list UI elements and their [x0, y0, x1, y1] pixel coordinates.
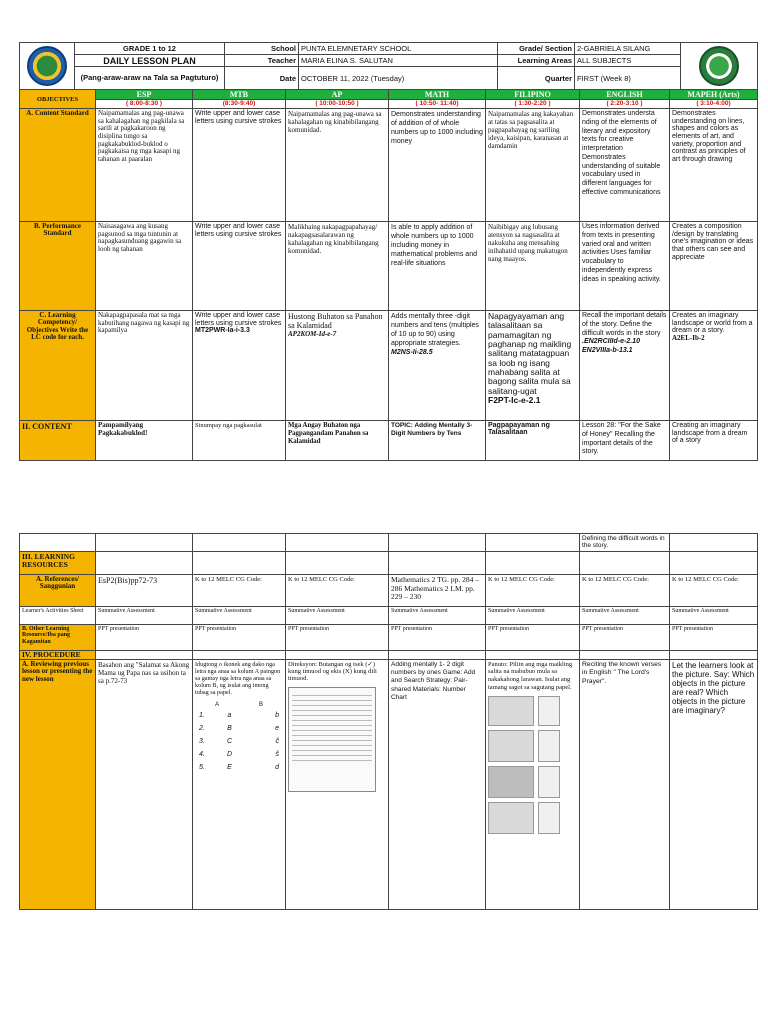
lc-code: A2EL-Ib-2 [672, 334, 705, 343]
worksheet-line [292, 710, 372, 711]
time-ap: ( 10:00-10:50 ) [286, 100, 389, 109]
column-b-letter: b [275, 712, 279, 720]
picture-thumbnail [488, 766, 534, 798]
row-label-learners-activity-sheet: Learner's Activities Sheet [20, 607, 96, 625]
time-english: ( 2:20-3:10 ) [580, 100, 670, 109]
answer-lines [538, 696, 560, 726]
worksheet-line [292, 750, 372, 751]
col-mtb: MTB [193, 90, 286, 100]
col-mapeh: MAPEH (Arts) [670, 90, 758, 100]
column-b-letter: e [275, 725, 279, 733]
cell-c-mtb [193, 311, 286, 421]
teacher-value: MARIA ELINA S. SALUTAN [299, 55, 498, 67]
cell-review-english: Reciting the known verses in English " The Lord's Prayer". [580, 659, 670, 909]
answer-lines [538, 730, 560, 762]
row-label-content: II. CONTENT [20, 421, 96, 461]
time-filipino: ( 1:30-2:20 ) [486, 100, 580, 109]
cell-review-esp: Basahon ang "Salamat sa Akong Mama ug Papa nas sa usihon ta sa p.72-73 [96, 659, 193, 909]
column-a-letter: E [227, 764, 232, 772]
time-esp: ( 8:00-8:30 ) [96, 100, 193, 109]
blank-cell [193, 534, 286, 552]
answer-lines [538, 802, 560, 834]
school-logo-right [681, 43, 758, 90]
worksheet-line [292, 715, 372, 716]
column-a-letter: B [227, 725, 232, 733]
cell-c-ap [286, 311, 389, 421]
page-2 [19, 533, 757, 910]
col-filipino: FILIPINO [486, 90, 580, 100]
review-instruction: Panuto: Piliin ang mga maikling salita na mabubuo mula sa nakakahong larawan. Isulat ang tamang sagot sa sagutang papel. [488, 660, 573, 691]
picture-thumbnail [488, 696, 534, 726]
worksheet-line [292, 745, 372, 746]
cell-c-mapeh [670, 311, 758, 421]
blank-cell [389, 651, 486, 660]
item-number: 4. [199, 751, 205, 759]
worksheet-line [292, 725, 372, 726]
row-label-learning-resources: III. LEARNING RESOURCES [20, 552, 96, 575]
competency-text: Write upper and lower case letters using cursive strokes [195, 312, 282, 327]
cell-english-continued: Defining the difficult words in the story. [580, 534, 670, 552]
cell-a-english: Demonstrates understa nding of the elements of literary and expository texts for creative interpretation Demonstrates understanding of suitable vocabulary used in different languages for effective communications [580, 109, 670, 222]
cell-ref-filipino: K to 12 MELC CG Code: [486, 575, 580, 607]
item-number: 1. [199, 712, 205, 720]
worksheet-line [292, 695, 372, 696]
cell-content-ap: Mga Angay Buhaton nga Pagpangandam Panahon sa Kalamidad [286, 421, 389, 461]
cell-b-math: Is able to apply addition of whole numbers up to 1000 including money in mathematical problems and real-life situations [389, 222, 486, 311]
cell-other-math: PPT presentation [389, 625, 486, 651]
procedure-table [19, 533, 758, 910]
blank-cell [670, 651, 758, 660]
cell-las-mtb: Summative Assessment [193, 607, 286, 625]
cell-las-filipino: Summative Assessment [486, 607, 580, 625]
column-a-letter: C [226, 738, 233, 746]
review-instruction: Direksyon: Butangan og tsek (✓) kung timuod og ekis (X) kung dili timuod. [288, 660, 377, 683]
cell-other-filipino: PPT presentation [486, 625, 580, 651]
worksheet-line [292, 730, 372, 731]
row-label-content-standard: A. Content Standard [20, 109, 96, 222]
picture-set [488, 696, 577, 834]
cell-las-esp: Summative Assessment [96, 607, 193, 625]
column-a-letter: a [227, 712, 232, 720]
cell-content-filipino: Pagpapayaman ng Talasalitaan [486, 421, 580, 461]
teacher-label: Teacher [225, 55, 299, 67]
review-instruction: Idugtong o ikonek ang dako nga letra nga anaa sa kolum A paingon sa gamay nga letra nga anaa sa kolum B, ug isulat ang imong tubag sa papel. [195, 660, 281, 696]
cell-a-filipino: Naipamamalas ang kakayahan at tatas sa pagsasalita at pagpapahayag ng sariling ideya, kaisipan, karanasan at damdamin [486, 109, 580, 222]
cell-content-mapeh: Creating an imaginary landscape from a dream of a story [670, 421, 758, 461]
worksheet-line [292, 740, 372, 741]
cell-c-filipino [486, 311, 580, 421]
cell-content-esp: Pampamilyang Pagkakabuklod! [96, 421, 193, 461]
column-b-letter: d [275, 764, 279, 772]
cell-c-english [580, 311, 670, 421]
cell-las-math: Summative Assessment [389, 607, 486, 625]
blank-cell [580, 552, 670, 575]
lc-code: AP2KOM-Id-e-7 [288, 330, 337, 339]
learning-areas-value: ALL SUBJECTS [575, 55, 681, 67]
cell-c-math [389, 311, 486, 421]
school-label: School [225, 43, 299, 55]
page-1 [19, 42, 757, 461]
item-number: 3. [199, 738, 205, 746]
cell-content-mtb: Sinumpay nga pagkasulat [193, 421, 286, 461]
cell-review-filipino [486, 659, 580, 909]
cell-ref-esp: EsP2(Bis)pp72-73 [96, 575, 193, 607]
date-value: OCTOBER 11, 2022 (Tuesday) [299, 67, 498, 90]
blank-cell [486, 651, 580, 660]
row-label-performance-standard: B. Performance Standard [20, 222, 96, 311]
time-mtb: (8:30-9:40) [193, 100, 286, 109]
cell-a-mapeh: Demonstrates understanding on lines, shapes and colors as elements of art, and variety, proportion and contrast as principles of art through drawing [670, 109, 758, 222]
answer-lines [538, 766, 560, 798]
column-b-letter: č [275, 738, 279, 746]
cell-other-english: PPT presentation [580, 625, 670, 651]
cell-b-ap: Malikhaing nakapagpapahayag/ nakapagsasalarawan ng kahalagahan ng kinabibilangang komunidad. [286, 222, 389, 311]
cell-las-mapeh: Summative Assessment [670, 607, 758, 625]
objectives-table [19, 89, 758, 461]
item-number: 2. [199, 725, 205, 733]
cell-a-esp: Naipamamalas ang pag-unawa sa kahalagahan ng pagkilala sa sarili at pagkakaroon ng disiplina tungo sa pagkakabuklod-buklod o pagkakaisa ng mga kasapi ng tahanan at paaralan [96, 109, 193, 222]
lc-code: F2PT-Ic-e-2.1 [488, 395, 541, 406]
seal-icon [27, 46, 67, 86]
cell-a-ap: Naipamamalas ang pag-unawa sa kahalagahan ng kinabibilangang komunidad. [286, 109, 389, 222]
competency-text: Napagyayaman ang talasalitaan sa pamamagitan ng paghanap ng maikling salitang matatagpuan sa loob ng isang mahabang salita at bagong salita mula sa salitang-ugat [488, 311, 572, 396]
row-label-reviewing: A. Reviewing previous lesson or presenting the new lesson [20, 659, 96, 909]
blank-cell [486, 552, 580, 575]
picture-thumbnail [488, 802, 534, 834]
quarter-label: Quarter [498, 67, 575, 90]
cell-las-ap: Summative Assessment [286, 607, 389, 625]
cell-ref-mapeh: K to 12 MELC CG Code: [670, 575, 758, 607]
column-a-letter: D [226, 751, 233, 759]
grade-range: GRADE 1 to 12 [75, 43, 225, 55]
blank-cell [20, 534, 96, 552]
blank-cell [580, 651, 670, 660]
cell-b-mtb: Write upper and lower case letters using cursive strokes [193, 222, 286, 311]
worksheet-image [288, 687, 376, 792]
cell-a-math: Demonstrates understanding of addition of of whole numbers up to 1000 including money [389, 109, 486, 222]
cell-ref-english: K to 12 MELC CG Code: [580, 575, 670, 607]
cell-review-math: Adding mentally 1- 2 digit numbers by ones Game: Add and Search Strategy: Pair-shared Materials: Number Chart [389, 659, 486, 909]
blank-cell [193, 552, 286, 575]
worksheet-line [292, 755, 372, 756]
picture-thumbnail [488, 730, 534, 762]
seal-icon [699, 46, 739, 86]
grade-section-value: 2-GABRIELA SILANG [575, 43, 681, 55]
cell-content-math: TOPIC: Adding Mentally 3-Digit Numbers by Tens [389, 421, 486, 461]
blank-cell [96, 552, 193, 575]
blank-cell [389, 534, 486, 552]
cell-a-mtb: Write upper and lower case letters using cursive strokes [193, 109, 286, 222]
cell-review-ap [286, 659, 389, 909]
cell-other-mtb: PPT presentation [193, 625, 286, 651]
column-a-heading: A [214, 702, 219, 709]
match-list [195, 708, 283, 771]
cell-other-mapeh: PPT presentation [670, 625, 758, 651]
blank-cell [193, 651, 286, 660]
lc-code: .EN2RCIIId-e-2.10 EN2VIIIa-b-13.1 [582, 338, 640, 354]
school-logo-left [20, 43, 75, 90]
cell-c-esp: Nakapagpapasala mat sa mga kabutihang nagawa ng kasapi ng kapamilya [96, 311, 193, 421]
date-label: Date [225, 67, 299, 90]
time-math: ( 10:50- 11:40) [389, 100, 486, 109]
cell-ref-ap: K to 12 MELC CG Code: [286, 575, 389, 607]
time-mapeh: ( 3:10-4:00) [670, 100, 758, 109]
blank-cell [389, 552, 486, 575]
objectives-header: OBJECTIVES [20, 90, 96, 109]
col-esp: ESP [96, 90, 193, 100]
cell-content-english: Lesson 28: "For the Sake of Honey" Recalling the important details of the story. [580, 421, 670, 461]
row-label-procedure: IV. PROCEDURE [20, 651, 96, 660]
competency-text: Hustong Buhaton sa Panahon sa Kalamidad [288, 312, 383, 331]
blank-cell [486, 534, 580, 552]
blank-cell [286, 651, 389, 660]
col-english: ENGLISH [580, 90, 670, 100]
worksheet-line [292, 700, 372, 701]
row-label-other-resources: B. Other Learning Resource/Iba pang Kagamitan [20, 625, 96, 651]
blank-cell [96, 534, 193, 552]
cell-b-esp: Naisasagawa ang kusang pagsunod sa mga tuntunin at napagkasunduang gagawin sa loob ng tahanan [96, 222, 193, 311]
competency-text: Adds mentally three -digit numbers and tens (multiples of 10 up to 90) using appropriate strategies. [391, 313, 479, 348]
row-label-learning-competency: C. Learning Competency/ Objectives Write the LC code for each. [20, 311, 96, 421]
blank-cell [286, 552, 389, 575]
col-ap: AP [286, 90, 389, 100]
column-b-letter: š [275, 751, 279, 759]
worksheet-line [292, 705, 372, 706]
grade-section-label: Grade/ Section [498, 43, 575, 55]
cell-review-mtb [193, 659, 286, 909]
learning-areas-label: Learning Areas [498, 55, 575, 67]
doc-subtitle: (Pang-araw-araw na Tala sa Pagtuturo) [75, 67, 225, 90]
cell-b-mapeh: Creates a composition /design by translating one's imagination or ideas that others can see and appreciate [670, 222, 758, 311]
doc-title: DAILY LESSON PLAN [75, 55, 225, 67]
cell-las-english: Summative Assessment [580, 607, 670, 625]
lc-code: M2NS-Ii-28.5 [391, 349, 433, 357]
cell-b-filipino: Naibibigay ang lubusang atensyon sa nagsasalita at nakukuha ang mensahing inihahatid upang makatugon nang maayos. [486, 222, 580, 311]
blank-cell [96, 651, 193, 660]
worksheet-line [292, 720, 372, 721]
cell-review-mapeh: Let the learners look at the picture. Say: Which objects in the picture are real? Which objects in the picture are imaginary? [670, 659, 758, 909]
lc-code: MT2PWR-Ia-i-3.3 [195, 327, 250, 335]
header-table [19, 42, 758, 90]
cell-other-esp: PPT presentation [96, 625, 193, 651]
cell-b-english: Uses information derived from texts in presenting varied oral and written activities Uses familiar vocabulary to independently express ideas in speaking activity. [580, 222, 670, 311]
column-b-heading: B [258, 702, 263, 709]
cell-ref-mtb: K to 12 MELC CG Code: [193, 575, 286, 607]
worksheet-line [292, 735, 372, 736]
school-value: PUNTA ELEMNETARY SCHOOL [299, 43, 498, 55]
blank-cell [670, 552, 758, 575]
competency-text: Recall the important details of the story. Define the difficult words in the story [582, 312, 667, 337]
blank-cell [286, 534, 389, 552]
worksheet-line [292, 760, 372, 761]
item-number: 5. [199, 764, 205, 772]
blank-cell [670, 534, 758, 552]
competency-text: Creates an imaginary landscape or world from a dream or a story. [672, 312, 753, 335]
cell-ref-math: Mathematics 2 TG. pp. 284 – 286 Mathematics 2 LM. pp. 229 – 230 [389, 575, 486, 607]
col-math: MATH [389, 90, 486, 100]
cell-other-ap: PPT presentation [286, 625, 389, 651]
row-label-references: A. References/ Sanggunian [20, 575, 96, 607]
quarter-value: FIRST (Week 8) [575, 67, 681, 90]
